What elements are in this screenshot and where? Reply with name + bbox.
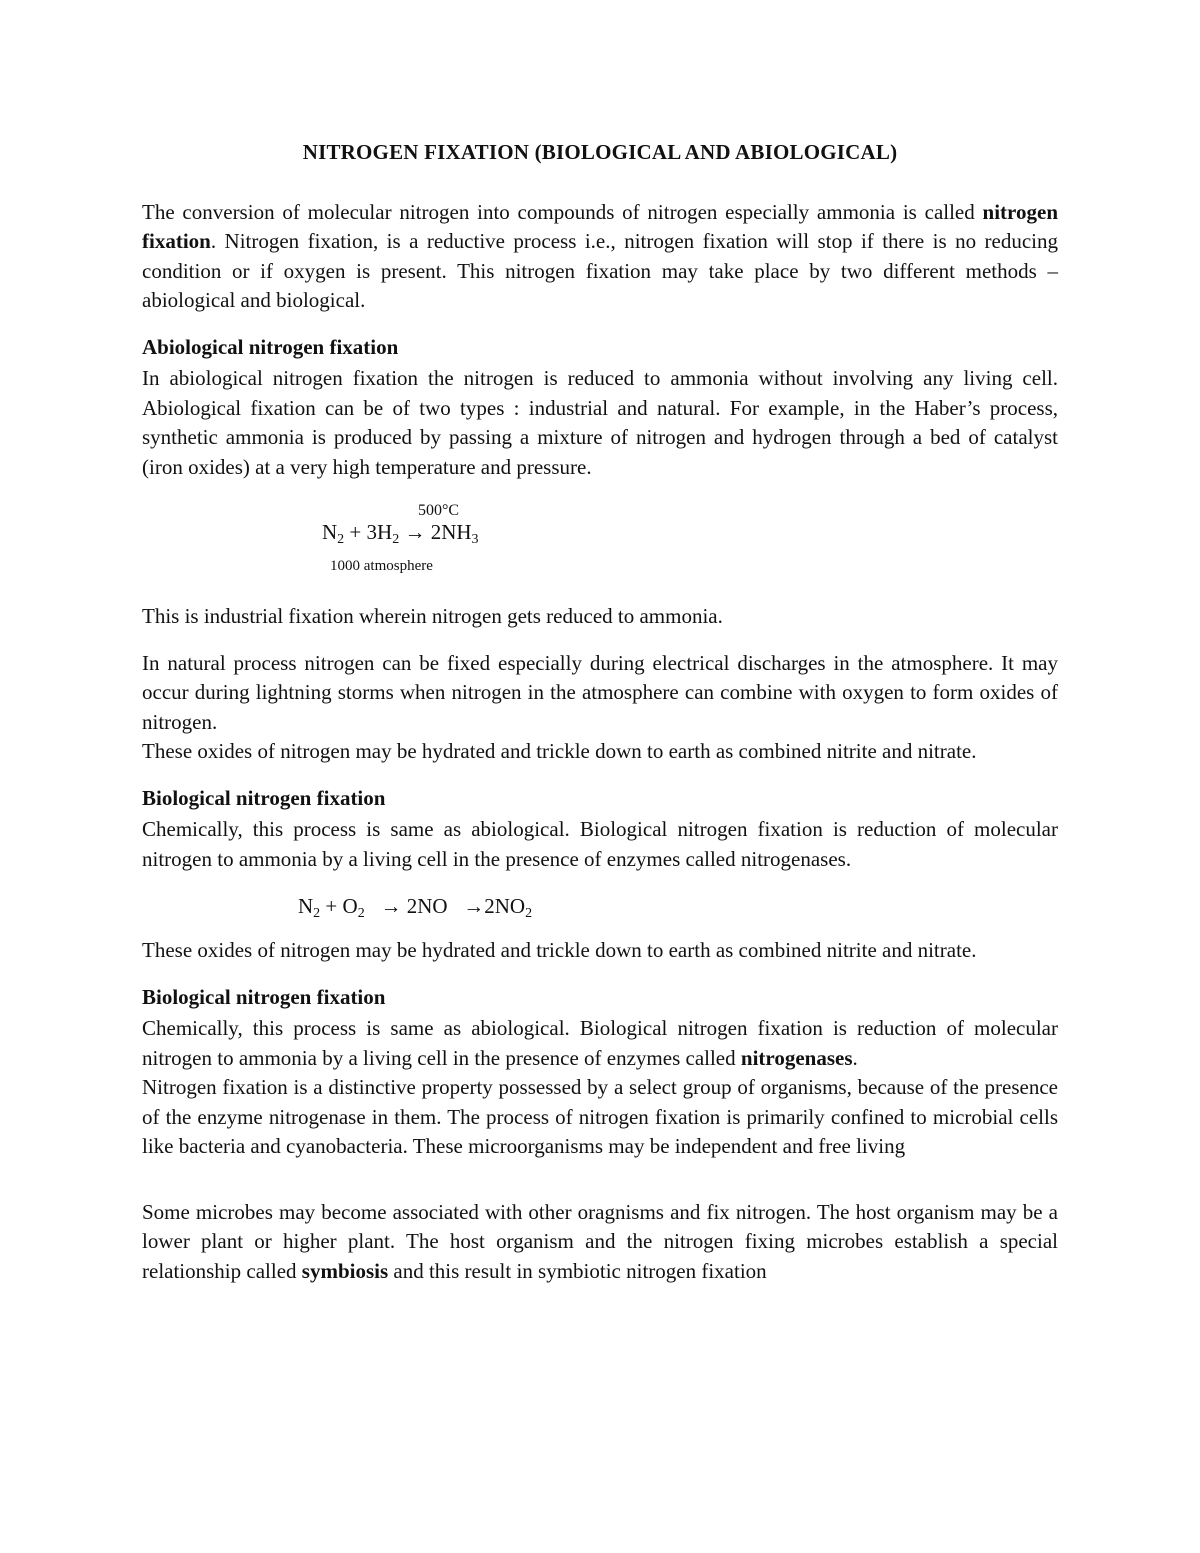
eq2-o: + O: [320, 894, 358, 918]
eq-nh: → 2NH: [399, 520, 472, 544]
eq2-o-sub: 2: [357, 906, 365, 921]
biological-1-paragraph-2: These oxides of nitrogen may be hydrated and trickle down to earth as combined nitrite and nitrate.: [142, 938, 977, 962]
intro-bold-term: nitrogen fixation: [142, 199, 1058, 253]
eq-h-sub: 2: [392, 532, 400, 547]
abiological-paragraph-1: In abiological nitrogen fixation the nitrogen is reduced to ammonia without involving any living cell. Abiological fixation can be of two types : industrial and natural. For example, in the Haber’s process, synthetic ammonia is produced by passing a mixture of nitrogen and hydrogen through a bed of catalyst (iron oxides) at a very high temperature and pressure.: [142, 366, 1058, 479]
haber-equation: [142, 496, 1058, 592]
document-body: [142, 138, 1058, 1286]
abiological-heading: Abiological nitrogen fixation: [142, 334, 399, 359]
biological-heading-1: Biological nitrogen fixation: [142, 785, 386, 810]
biological-2-paragraph-1: [142, 1014, 1058, 1073]
eq-n-sub: 2: [337, 532, 345, 547]
page-title: NITROGEN FIXATION (BIOLOGICAL AND ABIOLOGICAL): [302, 140, 898, 164]
bio2-p3-text-a: Some microbes may become associated with other oragnisms and fix nitrogen. The host organism may be a lower plant or higher plant. The host organism and the nitrogen fixing microbes establish a special relationship called: [142, 1199, 1058, 1283]
equation-condition-temperature: 500°C: [418, 502, 460, 519]
oxide-equation: [142, 888, 1058, 934]
eq-nh-sub: 3: [471, 532, 479, 547]
bio2-bold-term: nitrogenases: [740, 1045, 853, 1070]
eq-n: N: [322, 520, 338, 544]
intro-text-b: . Nitrogen fixation, is a reductive process i.e., nitrogen fixation will stop if there is no reducing condition or if oxygen is present. This nitrogen fixation may take place by two different methods – abiological and biological.: [142, 229, 1058, 312]
abiological-paragraph-4: These oxides of nitrogen may be hydrated and trickle down to earth as combined nitrite and nitrate.: [142, 739, 977, 763]
eq-h: + 3H: [344, 520, 393, 544]
equation-formula: [322, 518, 479, 548]
biological-heading-2: Biological nitrogen fixation: [142, 984, 386, 1009]
biological-2-paragraph-2: Nitrogen fixation is a distinctive property possessed by a select group of organisms, because of the presence of the enzyme nitrogenase in them. The process of nitrogen fixation is primarily confined to microbial cells like bacteria and cyanobacteria. These microorganisms may be independent and free living: [142, 1075, 1058, 1158]
bio2-p3-text-b: and this result in symbiotic nitrogen fixation: [388, 1258, 767, 1283]
eq2-no: → 2NO →2NO: [364, 894, 526, 918]
abiological-paragraph-2: This is industrial fixation wherein nitrogen gets reduced to ammonia.: [142, 604, 723, 628]
intro-text-a: The conversion of molecular nitrogen into compounds of nitrogen especially ammonia is called: [142, 199, 983, 224]
biological-1-paragraph-1: Chemically, this process is same as abiological. Biological nitrogen fixation is reduction of molecular nitrogen to ammonia by a living cell in the presence of enzymes called nitrogenases.: [142, 817, 1058, 871]
biological-2-paragraph-3: [142, 1198, 1058, 1287]
bio2-text-b: .: [852, 1045, 858, 1070]
oxide-equation-formula: [298, 892, 532, 922]
eq2-n: N: [298, 894, 314, 918]
eq2-no-sub: 2: [525, 906, 533, 921]
bio2-text-a: Chemically, this process is same as abiological. Biological nitrogen fixation is reduction of molecular nitrogen to ammonia by a living cell in the presence of enzymes called: [142, 1016, 1058, 1070]
eq2-n-sub: 2: [313, 906, 321, 921]
equation-condition-pressure: 1000 atmosphere: [330, 558, 433, 574]
bio2-p3-bold-term: symbiosis: [301, 1258, 389, 1283]
abiological-paragraph-3: In natural process nitrogen can be fixed especially during electrical discharges in the atmosphere. It may occur during lightning storms when nitrogen in the atmosphere can combine with oxygen to form oxides of nitrogen.: [142, 650, 1058, 734]
intro-paragraph: [142, 198, 1058, 316]
